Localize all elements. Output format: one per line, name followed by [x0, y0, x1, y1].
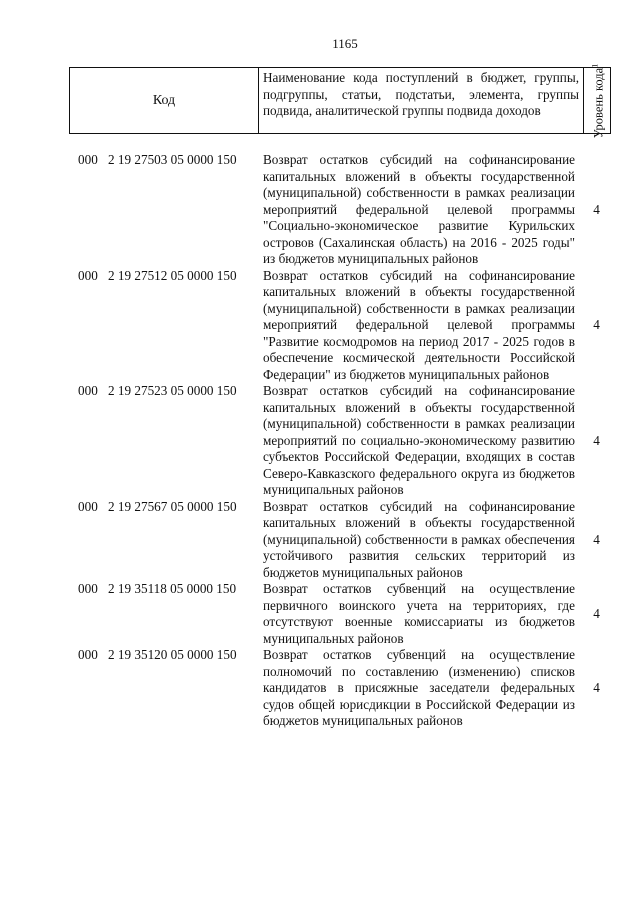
table-header — [69, 63, 611, 138]
row-name: Возврат остатков субвенций на осуществление полномочий по составлению (изменению) списков кандидатов в присяжные заседатели федеральных судов общей юрисдикции в Российской Федерации из бюджетов муниципальных районов — [263, 647, 575, 728]
table-row — [78, 647, 618, 730]
row-level: 4 — [593, 317, 600, 333]
row-prefix: 000 — [78, 152, 98, 167]
header-level-footnote: 1 — [590, 63, 600, 68]
table-row — [78, 152, 618, 268]
table-row — [78, 383, 618, 499]
row-level: 4 — [593, 432, 600, 448]
row-code: 2 19 35118 05 0000 150 — [108, 581, 237, 596]
row-prefix: 000 — [78, 267, 98, 283]
row-prefix: 000 — [78, 383, 98, 398]
row-name: Возврат остатков субсидий на софинансирование капитальных вложений в объекты государственной (муниципальной) собственности в рамках реализации мероприятий федеральной целевой программы "Развитие космодромов на период 2017 - 2025 годов в обеспечение космической деятельности Российской Федерации" из бюджетов муниципальных районов — [263, 267, 575, 382]
row-code: 2 19 27523 05 0000 150 — [108, 383, 237, 398]
header-name-column: Наименование кода поступлений в бюджет, группы, подгруппы, статьи, подстатьи, элемента, группы подвида, аналитической группы подвида доходов — [259, 68, 584, 133]
table-row — [78, 499, 618, 582]
header-level-column — [584, 63, 610, 138]
row-level: 4 — [593, 680, 600, 696]
row-level: 4 — [593, 606, 600, 621]
row-name: Возврат остатков субвенций на осуществление первичного воинского учета на территориях, где отсутствуют военные комиссариаты из бюджетов муниципальных районов — [263, 581, 575, 646]
row-prefix: 000 — [78, 647, 98, 662]
header-level-label: Уровень кода$^1$ — [590, 63, 606, 138]
table-row — [78, 268, 618, 384]
page-number: 1165 — [332, 36, 358, 51]
row-prefix: 000 — [78, 498, 98, 514]
row-prefix: 000 — [78, 581, 98, 596]
row-name: Возврат остатков субсидий на софинансирование капитальных вложений в объекты государственной (муниципальной) собственности в рамках реализации мероприятий по социально-экономическому развитию субъектов Российской Федерации, входящих в состав Северо-Кавказского федерального округа из бюджетов муниципальных районов — [263, 383, 575, 497]
row-name: Возврат остатков субсидий на софинансирование капитальных вложений в объекты государственной (муниципальной) собственности в рамках обеспечения устойчивого развития сельских территорий из бюджетов муниципальных районов — [263, 498, 575, 580]
row-level: 4 — [593, 201, 600, 217]
table-body — [78, 152, 618, 730]
row-code: 2 19 35120 05 0000 150 — [108, 647, 237, 662]
row-code: 2 19 27567 05 0000 150 — [108, 498, 237, 514]
row-code: 2 19 27503 05 0000 150 — [108, 152, 237, 167]
row-level: 4 — [593, 531, 600, 547]
row-name: Возврат остатков субсидий на софинансирование капитальных вложений в объекты государственной (муниципальной) собственности в рамках реализации мероприятий федеральной целевой программы "Социально-экономическое развитие Курильских островов (Сахалинская область) на 2016 - 2025 годы" из бюджетов муниципальных районов — [263, 152, 575, 266]
table-row — [78, 581, 618, 647]
header-code-column: Код — [70, 68, 259, 133]
row-code: 2 19 27512 05 0000 150 — [108, 267, 237, 283]
